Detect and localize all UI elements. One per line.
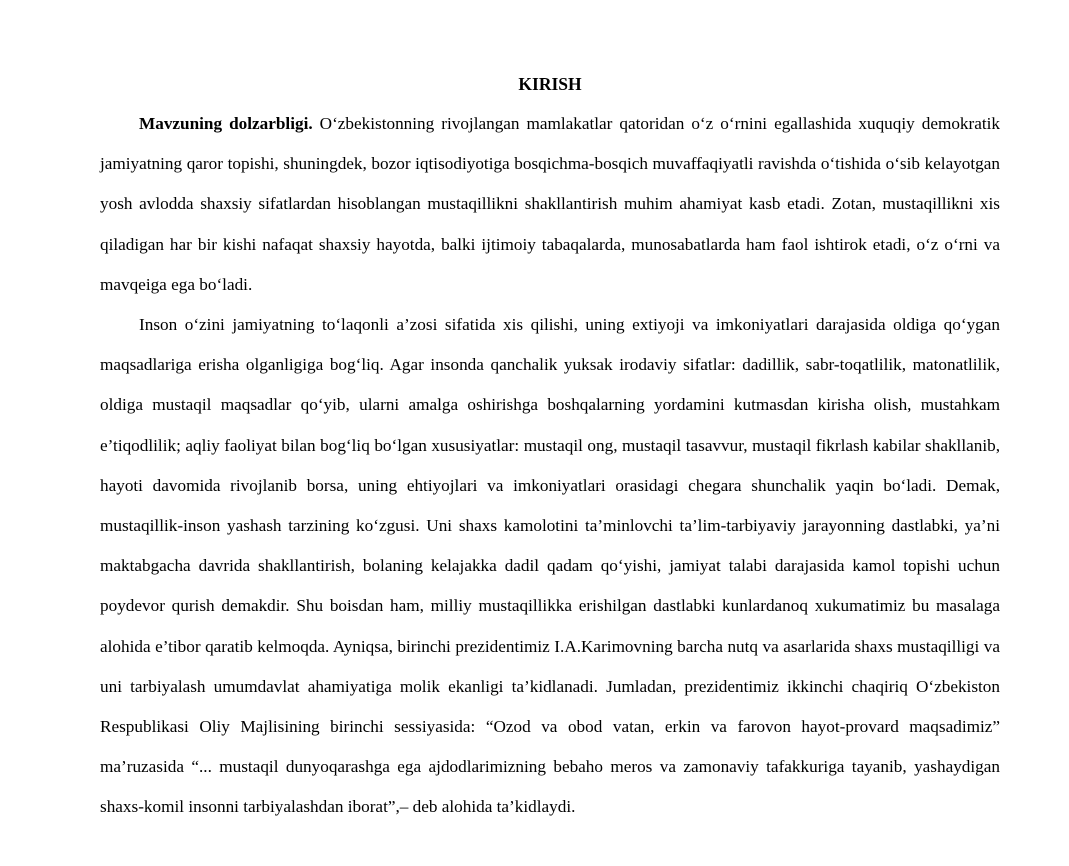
paragraph-2-text: Inson o‘zini jamiyatning to‘laqonli a’zosi sifatida xis qilishi, uning extiyoji va imkoniyatlari darajasida oldiga qo‘ygan maqsadlariga erisha olganligiga bog‘liq. Agar insonda qanchalik yuksak irodaviy sifatlar: dadillik, sabr-toqatlilik, matonatlilik, oldiga mustaqil maqsadlar qo‘yib, ularni amalga oshirishga boshqalarning yordamini kutmasdan kirisha olish, mustahkam e’tiqodlilik; aqliy faoliyat bilan bog‘liq bo‘lgan xususiyatlar: mustaqil ong, mustaqil tasavvur, mustaqil fikrlash kabilar shakllanib, hayoti davomida rivojlanib borsa, uning ehtiyojlari va imkoniyatlari orasidagi chegara shunchalik yaqin bo‘ladi. Demak, mustaqillik-inson yashash tarzining ko‘zgusi. Uni shaxs kamolotini ta’minlovchi ta’lim-tarbiyaviy jarayonning dastlabki, ya’ni maktabgacha davrida shakllantirish, bolaning kelajakka dadil qadam qo‘yishi, jamiyat talabi darajasida kamol topishi uchun poydevor qurish demakdir. Shu boisdan ham, milliy mustaqillikka erishilgan dastlabki kunlardanoq xukumatimiz bu masalaga alohida e’tibor qaratib kelmoqda. Ayniqsa, birinchi prezidentimiz I.A.Karimovning barcha nutq va asarlarida shaxs mustaqilligi va uni tarbiyalash umumdavlat ahamiyatiga molik ekanligi ta’kidlanadi. Jumladan, prezidentimiz ikkinchi chaqiriq O‘zbekiston Respublikasi Oliy Majlisining birinchi sessiyasida: “Ozod va obod vatan, erkin va farovon hayot-provard maqsadimiz” ma’ruzasida “... mustaqil dunyoqarashga ega ajdodlarimizning bebaho meros va zamonaviy tafakkuriga tayanib, yashaydigan shaxs-komil insonni tarbiyalashdan iborat”,– deb alohida ta’kidlaydi. — [100, 315, 1000, 817]
paragraph-1 — [100, 104, 1000, 305]
page-title: KIRISH — [518, 74, 582, 94]
document-page — [100, 64, 1000, 828]
paragraph-1-text: O‘zbekistonning rivojlangan mamlakatlar qatoridan o‘z o‘rnini egallashida xuquqiy demokratik jamiyatning qaror topishi, shuningdek, bozor iqtisodiyotiga bosqichma-bosqich muvaffaqiyatli ravishda o‘tishida o‘sib kelayotgan yosh avlodda shaxsiy sifatlardan hisoblangan mustaqillikni shakllantirish muhim ahamiyat kasb etadi. Zotan, mustaqillikni xis qiladigan har bir kishi nafaqat shaxsiy hayotda, balki ijtimoiy tabaqalarda, munosabatlarda ham faol ishtirok etadi, o‘z o‘rni va mavqeiga ega bo‘ladi. — [100, 114, 1001, 294]
paragraph-lead: Mavzuning dolzarbligi. — [139, 114, 313, 133]
paragraph-2 — [100, 305, 1000, 828]
